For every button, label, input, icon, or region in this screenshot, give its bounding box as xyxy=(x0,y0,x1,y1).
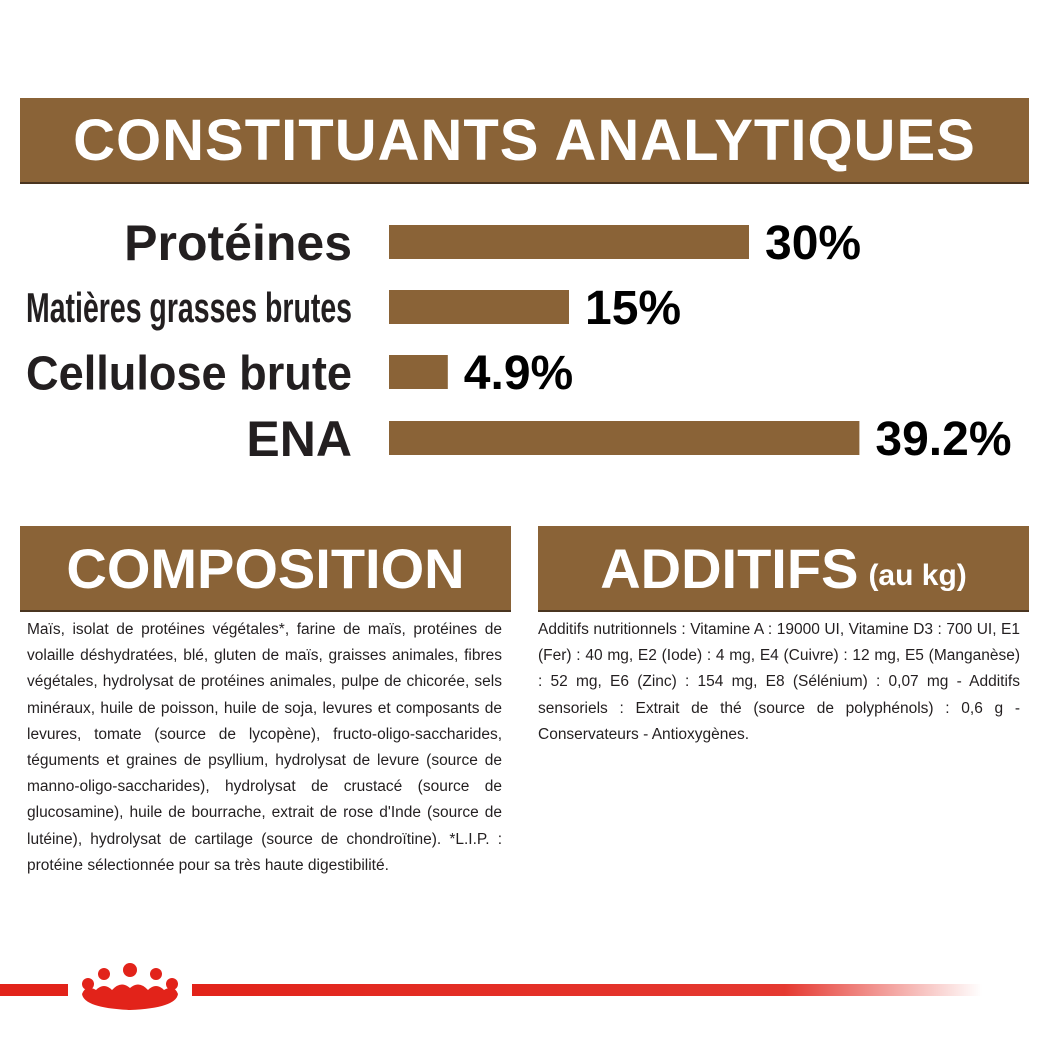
additives-title-suffix: (au kg) xyxy=(868,559,967,592)
composition-text: Maïs, isolat de protéines végétales*, farine de maïs, protéines de volaille déshydratées, blé, gluten de maïs, graisses animales, fibres végétales, hydrolysat de protéines animales, pulpe de chicorée, sels minéraux, huile de poisson, huile de soja, levures et composants de levures, tomate (source de lycopène), fructo-oligo-saccharides, téguments et graines de psyllium, hydrolysat de levure (source de manno-oligo-saccharides), hydrolysat de crustacé (source de glucosamine), huile de bourrache, extrait de rose d'Inde (source de lutéine), hydrolysat de cartilage (source de chondroïtine). *L.I.P. : protéine sélectionnée pour sa très haute digestibilité. xyxy=(27,621,502,874)
category-label: Matières grasses brutes xyxy=(26,284,352,332)
footer-stripe-right xyxy=(192,984,982,996)
brand-crown-logo xyxy=(82,963,178,1010)
bar xyxy=(389,225,749,259)
additives-header xyxy=(538,526,1029,612)
analytical-constituents-title: CONSTITUANTS ANALYTIQUES xyxy=(73,107,976,173)
category-label: Protéines xyxy=(124,215,352,271)
category-label: Cellulose brute xyxy=(26,347,352,401)
value-label: 15% xyxy=(585,282,682,335)
bar xyxy=(389,355,448,389)
category-label: ENA xyxy=(246,411,352,467)
additives-title: ADDITIFS xyxy=(600,536,859,600)
analytical-constituents-header xyxy=(20,98,1029,184)
composition-title: COMPOSITION xyxy=(66,536,465,600)
analytical-bar-chart xyxy=(0,200,1049,470)
value-label: 30% xyxy=(765,217,862,270)
value-label: 4.9% xyxy=(463,347,574,400)
footer-stripe-left xyxy=(0,984,68,996)
footer-band xyxy=(0,960,1049,1020)
composition-header xyxy=(20,526,511,612)
value-label: 39.2% xyxy=(875,413,1012,466)
bar xyxy=(389,290,569,324)
additives-text: Additifs nutritionnels : Vitamine A : 19000 UI, Vitamine D3 : 700 UI, E1 (Fer) : 40 mg, E2 (Iode) : 4 mg, E4 (Cuivre) : 12 mg, E5 (Manganèse) : 52 mg, E6 (Zinc) : 154 mg, E8 (Sélénium) : 0,07 mg - Additifs sensoriels : Extrait de thé (source de polyphénols) : 0,6 g - Conservateurs - Antioxygènes. xyxy=(538,621,1020,743)
bar xyxy=(389,421,859,455)
